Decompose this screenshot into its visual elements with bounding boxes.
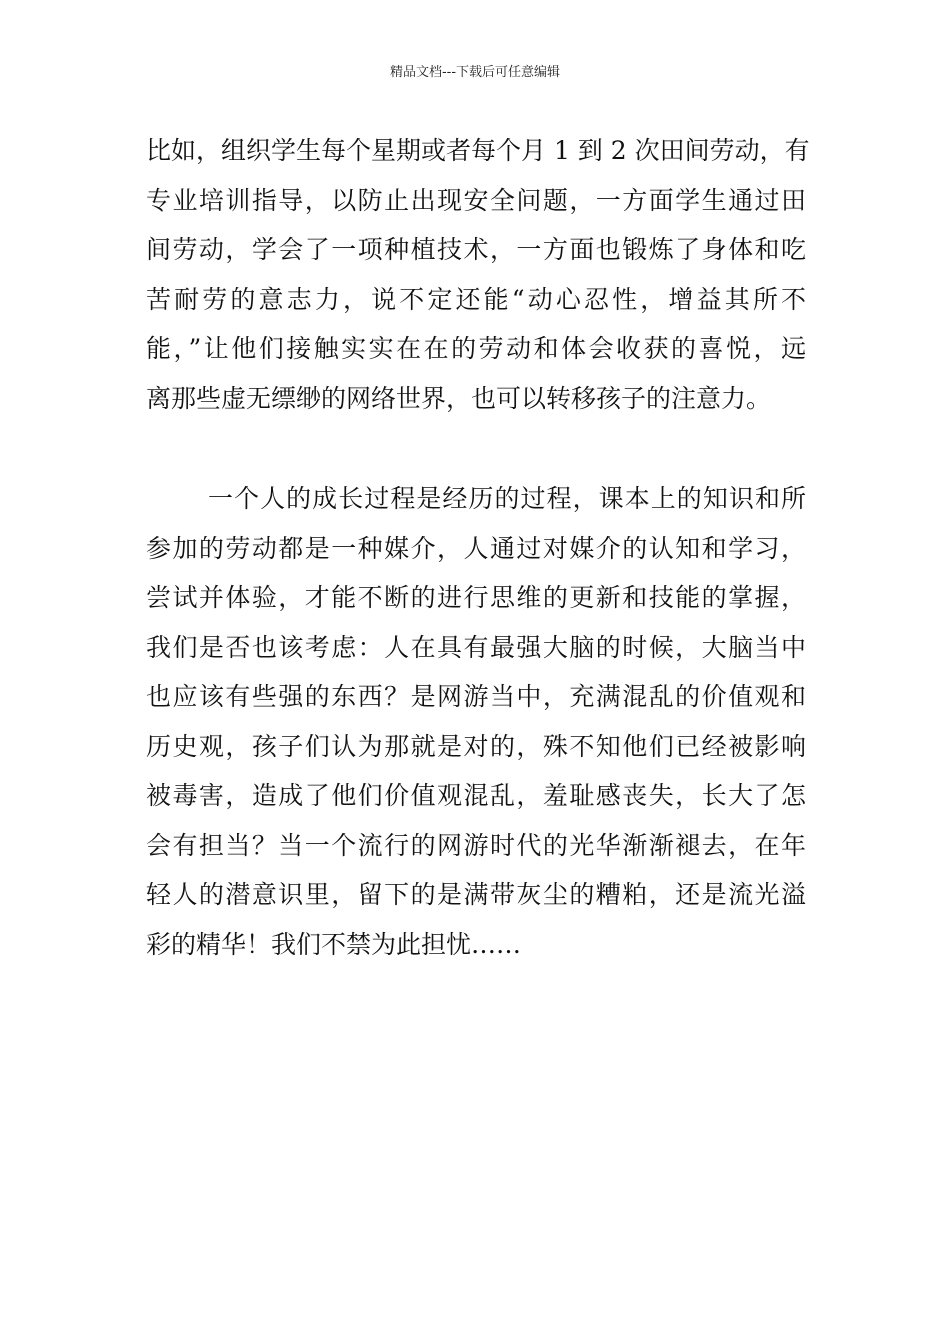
paragraph-text <box>146 474 806 969</box>
text-line: 被毒害，造成了他们价值观混乱，羞耻感丧失，长大了怎 <box>146 781 806 810</box>
paragraph-1 <box>146 126 810 423</box>
text-line: 离那些虚无缥缈的网络世界，也可以转移孩子的注意力。 <box>146 383 772 413</box>
text-line: 轻人的潜意识里，留下的是满带灰尘的糟粕，还是流光溢 <box>146 880 806 909</box>
text-line: 一个人的成长过程是经历的过程，课本上的知识和所 <box>208 484 806 513</box>
text-line: 间劳动，学会了一项种植技术，一方面也锻炼了身体和吃 <box>146 235 806 264</box>
paragraph-2 <box>146 474 806 969</box>
text-line: 也应该有些强的东西？是网游当中，充满混乱的价值观和 <box>146 682 806 711</box>
text-line: 能，”让他们接触实实在在的劳动和体会收获的喜悦，远 <box>146 334 806 363</box>
paragraph-text <box>146 126 810 423</box>
text-line: 比如，组织学生每个星期或者每个月 1 到 2 次田间劳动，有 <box>146 136 810 165</box>
text-line: 尝试并体验，才能不断的进行思维的更新和技能的掌握， <box>146 583 806 612</box>
text-line: 苦耐劳的意志力，说不定还能“动心忍性，增益其所不 <box>146 284 806 314</box>
text-line: 彩的精华！我们不禁为此担忧…… <box>146 929 522 959</box>
page-header: 精品文档---下载后可任意编辑 <box>389 65 561 80</box>
text-line: 历史观，孩子们认为那就是对的，殊不知他们已经被影响 <box>146 731 806 761</box>
text-line: 会有担当？当一个流行的网游时代的光华渐渐褪去，在年 <box>146 830 806 860</box>
text-line: 专业培训指导，以防止出现安全问题，一方面学生通过田 <box>146 185 806 215</box>
text-line: 参加的劳动都是一种媒介，人通过对媒介的认知和学习， <box>146 533 806 563</box>
text-line: 我们是否也该考虑：人在具有最强大脑的时候，大脑当中 <box>146 632 806 662</box>
